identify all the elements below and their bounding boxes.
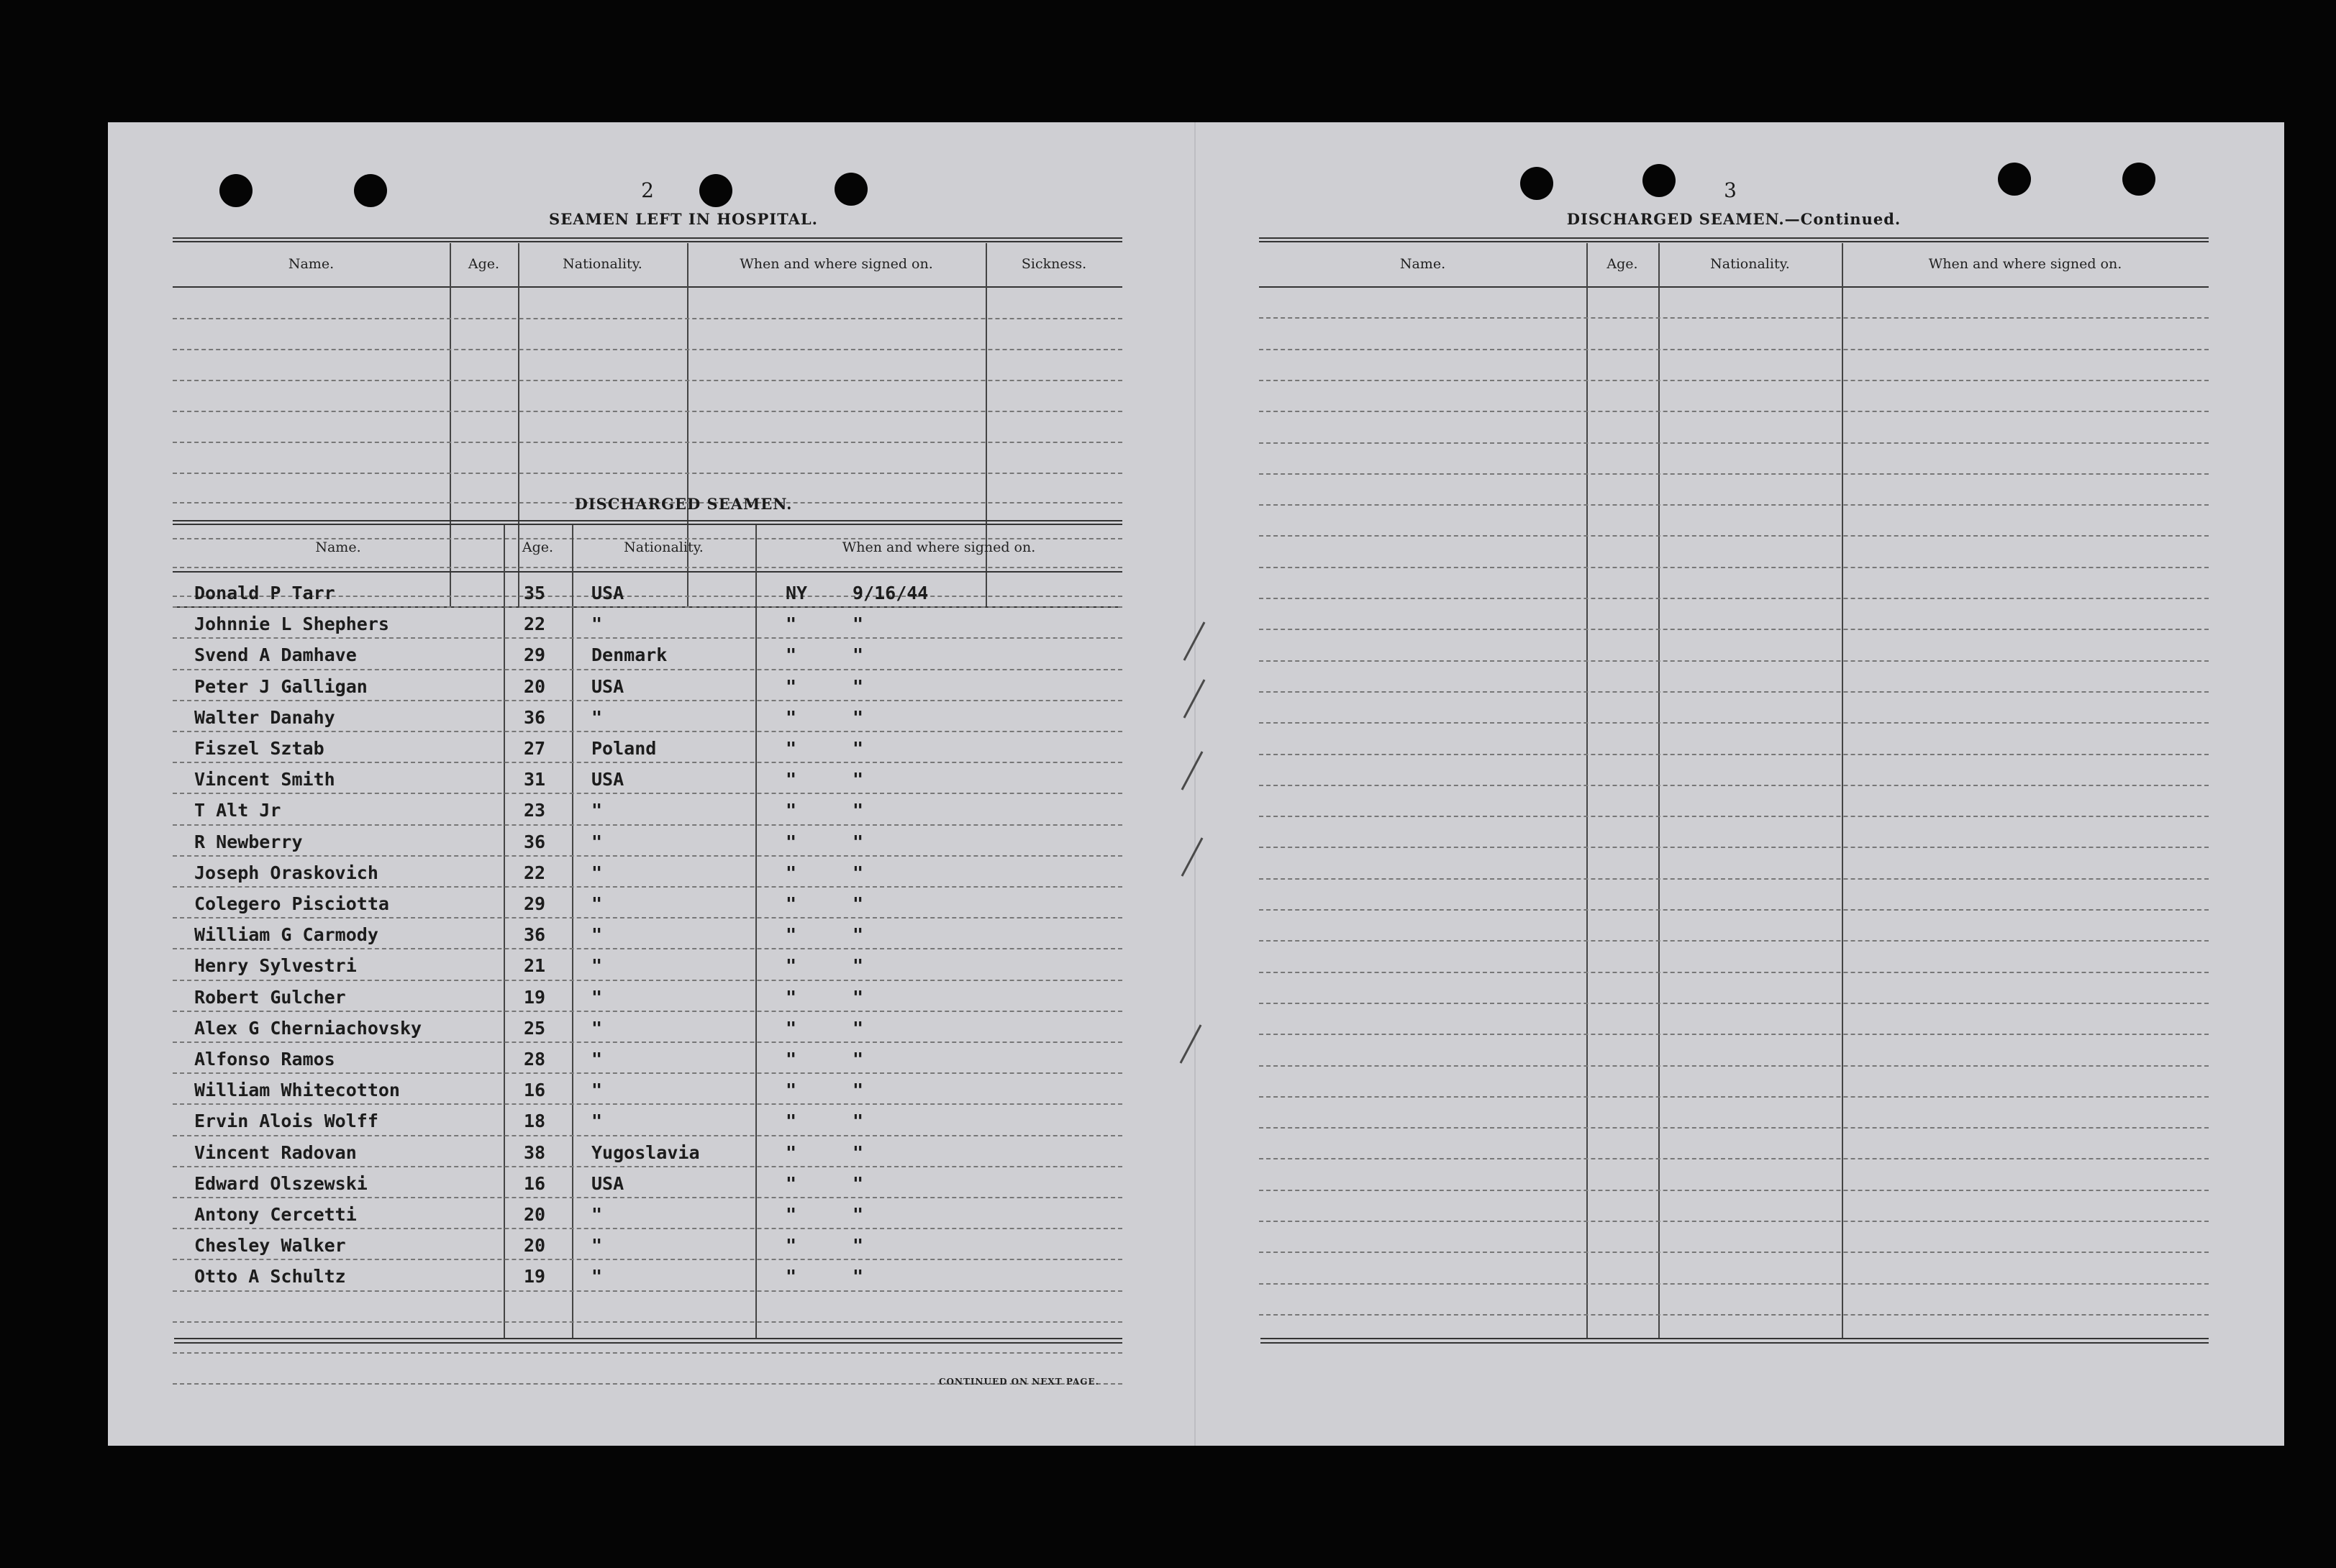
punch-hole <box>1520 167 1553 200</box>
punch-hole <box>354 174 387 207</box>
right-row-line <box>1259 1190 2209 1191</box>
hospital-row-line <box>173 380 1122 381</box>
discharged-name-cell: R Newberry <box>194 831 303 852</box>
punch-hole <box>219 174 253 207</box>
discharged-row-line <box>173 1072 1122 1074</box>
discharged-name-cell: Vincent Radovan <box>194 1141 357 1163</box>
discharged-place-cell: NY <box>786 583 808 603</box>
right-row-line <box>1259 972 2209 973</box>
right-header-name: Name. <box>1399 256 1446 272</box>
discharged-nationality-cell: " <box>591 1049 603 1070</box>
fold-mark <box>1181 751 1204 790</box>
discharged-name-cell: Alfonso Ramos <box>194 1049 335 1070</box>
discharged-top-rule <box>173 520 1122 525</box>
right-row-line <box>1259 1221 2209 1222</box>
hospital-header-age: Age. <box>468 256 500 272</box>
discharged-name-cell: Fiszel Sztab <box>194 738 324 759</box>
discharged-age-cell: 21 <box>524 955 546 977</box>
right-row-line <box>1259 722 2209 724</box>
discharged-age-cell: 28 <box>524 1049 546 1070</box>
discharged-row-line <box>173 731 1122 732</box>
discharged-name-cell: Svend A Damhave <box>194 644 357 666</box>
discharged-name-cell: Vincent Smith <box>194 769 335 790</box>
discharged-date-cell: " <box>853 955 864 977</box>
discharged-name-cell: Colegero Pisciotta <box>194 893 389 914</box>
discharged-date-cell: " <box>853 893 864 914</box>
discharged-name-cell: William Whitecotton <box>194 1080 400 1101</box>
page-number-left: 2 <box>641 178 654 202</box>
discharged-place-cell: " <box>786 1049 797 1070</box>
discharged-place-cell: " <box>786 893 797 914</box>
discharged-row-line <box>173 669 1122 670</box>
discharged-place-cell: " <box>786 706 797 728</box>
discharged-place-cell: " <box>786 738 797 759</box>
discharged-section-title: DISCHARGED SEAMEN. <box>574 495 793 513</box>
fold-mark <box>1180 1024 1202 1063</box>
discharged-name-cell: William G Carmody <box>194 924 378 946</box>
right-row-line <box>1259 847 2209 848</box>
discharged-age-cell: 16 <box>524 1172 546 1194</box>
right-row-line <box>1259 816 2209 817</box>
hospital-section-title: SEAMEN LEFT IN HOSPITAL. <box>549 210 818 228</box>
discharged-name-cell: Antony Cercetti <box>194 1204 357 1225</box>
discharged-nationality-cell: " <box>591 1111 603 1132</box>
discharged-age-cell: 20 <box>524 1235 546 1257</box>
discharged-name-cell: Henry Sylvestri <box>194 955 357 977</box>
punch-hole <box>1642 164 1676 197</box>
discharged-nationality-cell: " <box>591 893 603 914</box>
right-row-line <box>1259 878 2209 880</box>
right-row-line <box>1259 1314 2209 1316</box>
discharged-nationality-cell: " <box>591 614 603 635</box>
right-row-line <box>1259 1003 2209 1004</box>
discharged-nationality-cell: " <box>591 1017 603 1039</box>
discharged-name-cell: Robert Gulcher <box>194 986 346 1008</box>
right-row-line <box>1259 660 2209 662</box>
discharged-date-cell: " <box>853 706 864 728</box>
right-row-line <box>1259 567 2209 568</box>
discharged-row-line <box>173 1135 1122 1136</box>
hospital-header-name: Name. <box>288 256 335 272</box>
discharged-row-line <box>173 980 1122 981</box>
right-row-line <box>1259 442 2209 444</box>
discharged-date-cell: " <box>853 1111 864 1132</box>
discharged-place-cell: " <box>786 769 797 790</box>
discharged-bottom-rule <box>174 1342 1122 1344</box>
continued-note: CONTINUED ON NEXT PAGE. <box>939 1377 1099 1387</box>
hospital-header-rule <box>173 286 1122 288</box>
discharged-row-line <box>173 1166 1122 1167</box>
discharged-header-name: Name. <box>315 539 361 555</box>
discharged-age-cell: 16 <box>524 1080 546 1101</box>
discharged-date-cell: " <box>853 1017 864 1039</box>
discharged-row-line <box>173 824 1122 826</box>
discharged-place-cell: " <box>786 955 797 977</box>
discharged-date-cell: " <box>853 862 864 883</box>
discharged-age-cell: 36 <box>524 924 546 946</box>
discharged-age-cell: 22 <box>524 862 546 883</box>
discharged-row-line <box>173 1259 1122 1260</box>
discharged-date-cell: 9/16/44 <box>853 583 929 603</box>
discharged-age-cell: 23 <box>524 800 546 821</box>
discharged-col-divider <box>755 525 757 1338</box>
discharged-row-line <box>173 637 1122 639</box>
discharged-date-cell: " <box>853 1049 864 1070</box>
discharged-row-line <box>173 917 1122 919</box>
discharged-nationality-cell: " <box>591 831 603 852</box>
discharged-date-cell: " <box>853 924 864 946</box>
discharged-age-cell: 31 <box>524 769 546 790</box>
punch-hole <box>699 174 732 207</box>
discharged-age-cell: 36 <box>524 706 546 728</box>
right-col-divider <box>1842 243 1843 1338</box>
discharged-age-cell: 22 <box>524 614 546 635</box>
discharged-name-cell: Otto A Schultz <box>194 1266 346 1287</box>
right-row-line <box>1259 940 2209 942</box>
discharged-date-cell: " <box>853 1235 864 1257</box>
discharged-row-line <box>173 1352 1122 1354</box>
discharged-date-cell: " <box>853 1266 864 1287</box>
right-header-nationality: Nationality. <box>1710 256 1790 272</box>
discharged-place-cell: " <box>786 675 797 697</box>
right-col-divider <box>1658 243 1660 1338</box>
discharged-date-cell: " <box>853 986 864 1008</box>
discharged-place-cell: " <box>786 1017 797 1039</box>
right-row-line <box>1259 1158 2209 1159</box>
discharged-place-cell: " <box>786 986 797 1008</box>
hospital-header-signed-on: When and where signed on. <box>740 256 933 272</box>
right-section-title: DISCHARGED SEAMEN.—Continued. <box>1566 210 1901 228</box>
discharged-name-cell: Johnnie L Shephers <box>194 614 389 635</box>
discharged-nationality-cell: Denmark <box>591 644 668 666</box>
discharged-bottom-rule <box>174 1338 1122 1339</box>
discharged-row-line <box>173 1290 1122 1292</box>
hospital-header-sickness: Sickness. <box>1021 256 1087 272</box>
discharged-place-cell: " <box>786 831 797 852</box>
right-row-line <box>1259 411 2209 412</box>
discharged-age-cell: 38 <box>524 1141 546 1163</box>
discharged-nationality-cell: " <box>591 924 603 946</box>
discharged-row-line <box>173 762 1122 763</box>
hospital-row-line <box>173 349 1122 350</box>
discharged-date-cell: " <box>853 1172 864 1194</box>
discharged-nationality-cell: USA <box>591 769 624 790</box>
page-number-right: 3 <box>1724 178 1737 202</box>
discharged-place-cell: " <box>786 1204 797 1225</box>
hospital-top-rule <box>173 237 1122 242</box>
discharged-name-cell: Donald P Tarr <box>194 583 335 603</box>
right-row-line <box>1259 1065 2209 1067</box>
discharged-row-line <box>173 1197 1122 1198</box>
discharged-row-line <box>173 855 1122 857</box>
discharged-col-divider <box>572 525 573 1338</box>
discharged-place-cell: " <box>786 644 797 666</box>
discharged-row-line <box>173 1011 1122 1012</box>
discharged-place-cell: " <box>786 924 797 946</box>
discharged-nationality-cell: Poland <box>591 738 657 759</box>
discharged-nationality-cell: " <box>591 955 603 977</box>
punch-hole <box>835 173 868 206</box>
discharged-place-cell: " <box>786 1080 797 1101</box>
discharged-name-cell: Walter Danahy <box>194 706 335 728</box>
discharged-date-cell: " <box>853 1204 864 1225</box>
discharged-nationality-cell: Yugoslavia <box>591 1141 700 1163</box>
discharged-row-line <box>173 1321 1122 1323</box>
discharged-date-cell: " <box>853 800 864 821</box>
discharged-date-cell: " <box>853 1080 864 1101</box>
right-row-line <box>1259 1034 2209 1035</box>
right-row-line <box>1259 754 2209 755</box>
discharged-nationality-cell: USA <box>591 583 624 603</box>
hospital-row-line <box>173 318 1122 319</box>
hospital-header-nationality: Nationality. <box>563 256 642 272</box>
discharged-date-cell: " <box>853 831 864 852</box>
discharged-header-age: Age. <box>522 539 554 555</box>
discharged-nationality-cell: " <box>591 1235 603 1257</box>
hospital-row-line <box>173 473 1122 474</box>
discharged-nationality-cell: USA <box>591 1172 624 1194</box>
discharged-col-divider <box>504 525 505 1338</box>
right-header-age: Age. <box>1606 256 1638 272</box>
discharged-name-cell: T Alt Jr <box>194 800 281 821</box>
discharged-age-cell: 18 <box>524 1111 546 1132</box>
right-col-divider <box>1586 243 1588 1338</box>
right-row-line <box>1259 504 2209 506</box>
discharged-place-cell: " <box>786 1141 797 1163</box>
punch-hole <box>2122 163 2155 196</box>
page-fold <box>1194 122 1196 1446</box>
right-row-line <box>1259 1283 2209 1285</box>
discharged-date-cell: " <box>853 644 864 666</box>
discharged-place-cell: " <box>786 1111 797 1132</box>
right-row-line <box>1259 473 2209 475</box>
discharged-row-line <box>173 700 1122 701</box>
right-row-line <box>1259 909 2209 911</box>
hospital-row-line <box>173 567 1122 568</box>
hospital-row-line <box>173 411 1122 412</box>
discharged-age-cell: 19 <box>524 1266 546 1287</box>
discharged-name-cell: Alex G Cherniachovsky <box>194 1017 422 1039</box>
discharged-age-cell: 27 <box>524 738 546 759</box>
discharged-header-rule <box>173 571 1122 573</box>
discharged-header-nationality: Nationality. <box>624 539 704 555</box>
right-row-line <box>1259 317 2209 319</box>
punch-hole <box>1998 163 2031 196</box>
discharged-name-cell: Ervin Alois Wolff <box>194 1111 378 1132</box>
discharged-nationality-cell: USA <box>591 675 624 697</box>
discharged-nationality-cell: " <box>591 800 603 821</box>
discharged-age-cell: 20 <box>524 675 546 697</box>
discharged-age-cell: 29 <box>524 644 546 666</box>
right-row-line <box>1259 380 2209 381</box>
discharged-name-cell: Joseph Oraskovich <box>194 862 378 883</box>
discharged-age-cell: 29 <box>524 893 546 914</box>
discharged-row-line <box>173 606 1122 608</box>
discharged-nationality-cell: " <box>591 706 603 728</box>
discharged-date-cell: " <box>853 675 864 697</box>
right-row-line <box>1259 535 2209 537</box>
discharged-date-cell: " <box>853 614 864 635</box>
fold-mark <box>1181 837 1204 876</box>
discharged-nationality-cell: " <box>591 1080 603 1101</box>
discharged-name-cell: Edward Olszewski <box>194 1172 368 1194</box>
document-sheet <box>108 122 2284 1446</box>
discharged-row-line <box>173 1041 1122 1043</box>
right-bottom-rule <box>1260 1338 2209 1339</box>
discharged-row-line <box>173 948 1122 949</box>
right-row-line <box>1259 1252 2209 1253</box>
right-row-line <box>1259 349 2209 350</box>
discharged-header-signed-on: When and where signed on. <box>842 539 1036 555</box>
discharged-age-cell: 35 <box>524 583 546 603</box>
discharged-nationality-cell: " <box>591 1266 603 1287</box>
discharged-date-cell: " <box>853 769 864 790</box>
right-bottom-rule <box>1260 1342 2209 1344</box>
discharged-age-cell: 20 <box>524 1204 546 1225</box>
discharged-place-cell: " <box>786 862 797 883</box>
right-header-rule <box>1259 286 2209 288</box>
right-row-line <box>1259 1096 2209 1098</box>
discharged-row-line <box>173 793 1122 794</box>
right-top-rule <box>1259 237 2209 242</box>
discharged-nationality-cell: " <box>591 986 603 1008</box>
discharged-place-cell: " <box>786 1266 797 1287</box>
discharged-name-cell: Chesley Walker <box>194 1235 346 1257</box>
discharged-row-line <box>173 886 1122 888</box>
discharged-date-cell: " <box>853 738 864 759</box>
discharged-date-cell: " <box>853 1141 864 1163</box>
hospital-row-line <box>173 442 1122 443</box>
discharged-name-cell: Peter J Galligan <box>194 675 368 697</box>
discharged-nationality-cell: " <box>591 1204 603 1225</box>
discharged-place-cell: " <box>786 1235 797 1257</box>
right-row-line <box>1259 691 2209 693</box>
right-header-signed-on: When and where signed on. <box>1928 256 2122 272</box>
discharged-row-line <box>173 1103 1122 1105</box>
discharged-row-line <box>173 1228 1122 1229</box>
discharged-place-cell: " <box>786 614 797 635</box>
right-row-line <box>1259 629 2209 630</box>
right-row-line <box>1259 785 2209 786</box>
right-row-line <box>1259 1127 2209 1129</box>
discharged-nationality-cell: " <box>591 862 603 883</box>
discharged-age-cell: 25 <box>524 1017 546 1039</box>
discharged-place-cell: " <box>786 1172 797 1194</box>
discharged-place-cell: " <box>786 800 797 821</box>
discharged-age-cell: 36 <box>524 831 546 852</box>
discharged-age-cell: 19 <box>524 986 546 1008</box>
right-row-line <box>1259 598 2209 599</box>
